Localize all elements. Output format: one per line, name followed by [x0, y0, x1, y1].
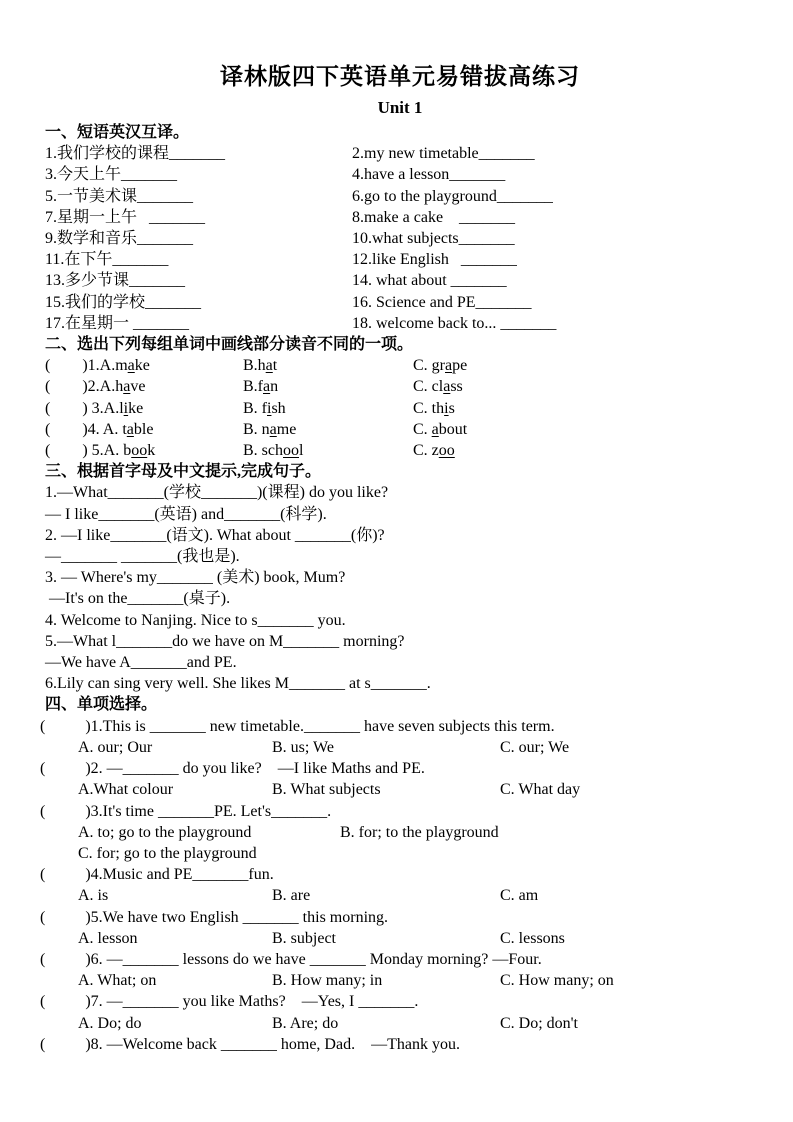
underlined-letter: i [444, 399, 449, 417]
question-line: ( )6. —_______ lessons do we have _______ Monday morning? —Four. [40, 950, 542, 968]
question-block [40, 864, 755, 906]
sentence-line: 5.—What l_______do we have on M_______ morning? [45, 632, 405, 650]
phrase-row [45, 164, 755, 185]
choice-row [45, 398, 755, 419]
word-suffix: ve [130, 378, 146, 396]
option-b [243, 419, 413, 440]
underlined-letter: a [126, 420, 134, 438]
word-prefix: B.h [243, 357, 266, 375]
option-a: A. Do; do [78, 1014, 142, 1032]
word-prefix: C. gr [413, 357, 445, 375]
word-prefix: B. f [243, 399, 267, 417]
choice-row [45, 440, 755, 461]
option-row [78, 970, 755, 991]
sentence-line: — I like_______(英语) and_______(科学). [45, 505, 327, 523]
option-c: C. How many; on [500, 972, 614, 990]
option-c [413, 398, 755, 419]
option-a [45, 355, 243, 376]
word-prefix: C. [413, 420, 432, 438]
word-prefix: B. sch [243, 442, 283, 460]
question-block [40, 801, 755, 865]
word-suffix: pe [452, 357, 468, 375]
phrase-item: 3.今天上午_______ [45, 166, 178, 184]
sentence-line: 2. —I like_______(语文). What about _______(你)? [45, 526, 385, 544]
phrase-item: 10.what subjects_______ [352, 230, 515, 248]
question-block [40, 907, 755, 949]
underlined-letter: a [431, 420, 439, 438]
word-suffix: t [272, 357, 278, 375]
underlined-letter: oo [283, 442, 299, 460]
phrase-item: 15.我们的学校_______ [45, 293, 202, 311]
question-block [40, 949, 755, 991]
question-line: ( )5.We have two English _______ this morning. [40, 908, 389, 926]
word-prefix: C. cl [413, 378, 444, 396]
phrase-item: 16. Science and PE_______ [352, 293, 532, 311]
option-a: A.What colour [78, 781, 174, 799]
underlined-letter: a [123, 378, 131, 396]
section-1-heading: 一、短语英汉互译。 [45, 124, 190, 141]
option-a: A. lesson [78, 929, 138, 947]
phrase-item: 11.在下午_______ [45, 251, 169, 269]
word-suffix: ke [128, 399, 144, 417]
option-c [413, 440, 755, 461]
option-a [45, 376, 243, 397]
option-a: A. to; go to the playground [78, 823, 252, 841]
sentence-line: —It's on the_______(桌子). [45, 590, 231, 608]
word-suffix: ke [134, 357, 150, 375]
word-prefix: C. z [413, 442, 439, 460]
sentence-line: 1.—What_______(学校_______)(课程) do you like? [45, 484, 389, 502]
option-b [243, 376, 413, 397]
question-block [40, 1034, 755, 1055]
option-b: B. are [272, 887, 311, 905]
phrase-row [45, 292, 755, 313]
word-prefix: ( ) 3.A.l [45, 399, 124, 417]
option-c [413, 355, 755, 376]
question-block [40, 758, 755, 800]
underlined-letter: a [443, 378, 451, 396]
sentence-line: —We have A_______and PE. [45, 654, 237, 672]
choice-row [45, 376, 755, 397]
phrase-item: 8.make a cake _______ [352, 208, 516, 226]
question-line: ( )3.It's time _______PE. Let's_______. [40, 802, 332, 820]
option-b [243, 355, 413, 376]
option-b [243, 440, 413, 461]
phrase-row [45, 313, 755, 334]
word-prefix: ( )1.A.m [45, 357, 128, 375]
phrase-item: 17.在星期一 _______ [45, 314, 190, 332]
option-row [78, 885, 755, 906]
option-a [45, 398, 243, 419]
word-prefix: ( )2.A.h [45, 378, 124, 396]
option-b: B. Are; do [272, 1014, 339, 1032]
option-row [78, 1013, 755, 1034]
option-b: B. us; We [272, 738, 334, 756]
choice-row [45, 419, 755, 440]
option-b: B. What subjects [272, 781, 381, 799]
sentence-line: —_______ _______(我也是). [45, 548, 240, 566]
phrase-item: 12.like English _______ [352, 251, 517, 269]
sentence-line: 3. — Where's my_______ (美术) book, Mum? [45, 569, 346, 587]
section-4-heading: 四、单项选择。 [45, 696, 158, 714]
underlined-letter: a [265, 357, 273, 375]
word-prefix: B.f [243, 378, 263, 396]
word-prefix: ( ) 5.A. b [45, 442, 132, 460]
question-line: ( )4.Music and PE_______fun. [40, 866, 274, 884]
underlined-letter: a [127, 357, 135, 375]
word-suffix: sh [271, 399, 286, 417]
underlined-letter: a [263, 378, 271, 396]
word-suffix: bout [438, 420, 468, 438]
unit-heading: Unit 1 [377, 98, 423, 117]
section-3-heading: 三、根据首字母及中文提示,完成句子。 [45, 463, 322, 481]
option-c: C. am [500, 887, 539, 905]
question-block [40, 991, 755, 1033]
question-line: ( )7. —_______ you like Maths? —Yes, I _______. [40, 993, 419, 1011]
option-row [78, 737, 755, 758]
option-row [78, 843, 755, 864]
word-suffix: s [448, 399, 455, 417]
option-c: C. What day [500, 781, 581, 799]
option-b: B. for; to the playground [340, 823, 499, 841]
option-a: A. our; Our [78, 738, 153, 756]
phrase-item: 5.一节美术课_______ [45, 187, 194, 205]
underlined-letter: a [269, 420, 277, 438]
worksheet-content [40, 122, 755, 1055]
phrase-row [45, 143, 755, 164]
option-b: B. How many; in [272, 972, 383, 990]
underlined-letter: oo [438, 442, 455, 460]
word-suffix: me [276, 420, 297, 438]
option-row [78, 822, 755, 843]
phrase-row [45, 270, 755, 291]
word-suffix: ss [450, 378, 463, 396]
section-2-heading: 二、选出下列每组单词中画线部分读音不同的一项。 [45, 336, 414, 354]
phrase-item: 7.星期一上午 _______ [45, 208, 206, 226]
option-c [413, 376, 755, 397]
word-prefix: C. th [413, 399, 445, 417]
phrase-item: 1.我们学校的课程_______ [45, 145, 226, 163]
phrase-item: 13.多少节课_______ [45, 272, 186, 290]
option-c: C. our; We [500, 738, 570, 756]
word-prefix: B. n [243, 420, 270, 438]
page-title: 译林版四下英语单元易错拔高练习 [220, 64, 580, 89]
option-a: A. What; on [78, 972, 157, 990]
word-suffix: n [270, 378, 279, 396]
phrase-item: 4.have a lesson_______ [352, 166, 506, 184]
question-line: ( )2. —_______ do you like? —I like Maths and PE. [40, 760, 425, 778]
option-c: C. lessons [500, 929, 565, 947]
option-c: C. Do; don't [500, 1014, 578, 1032]
option-a [45, 440, 243, 461]
word-prefix: ( )4. A. t [45, 420, 127, 438]
underlined-letter: i [267, 399, 272, 417]
option-c: C. for; go to the playground [78, 844, 257, 862]
sentence-line: 6.Lily can sing very well. She likes M_______ at s_______. [45, 675, 431, 693]
option-a: A. is [78, 887, 109, 905]
phrase-row [45, 249, 755, 270]
question-block [40, 716, 755, 758]
phrase-item: 9.数学和音乐_______ [45, 230, 194, 248]
option-a [45, 419, 243, 440]
option-c [413, 419, 755, 440]
phrase-item: 6.go to the playground_______ [352, 187, 553, 205]
word-suffix: l [299, 442, 304, 460]
sentence-line: 4. Welcome to Nanjing. Nice to s_______ you. [45, 611, 346, 629]
option-b: B. subject [272, 929, 336, 947]
phrase-item: 2.my new timetable_______ [352, 145, 535, 163]
phrase-row [45, 228, 755, 249]
underlined-letter: i [123, 399, 129, 417]
phrase-row [45, 186, 755, 207]
question-line: ( )1.This is _______ new timetable._______ have seven subjects this term. [40, 717, 555, 735]
underlined-letter: a [445, 357, 453, 375]
underlined-letter: oo [131, 442, 148, 460]
option-b [243, 398, 413, 419]
question-line: ( )8. —Welcome back _______ home, Dad. —Thank you. [40, 1035, 460, 1053]
option-row [78, 928, 755, 949]
choice-row [45, 355, 755, 376]
phrase-item: 14. what about _______ [352, 272, 507, 290]
option-row [78, 779, 755, 800]
phrase-item: 18. welcome back to... _______ [352, 314, 557, 332]
word-suffix: k [147, 442, 156, 460]
phrase-row [45, 207, 755, 228]
word-suffix: ble [133, 420, 154, 438]
